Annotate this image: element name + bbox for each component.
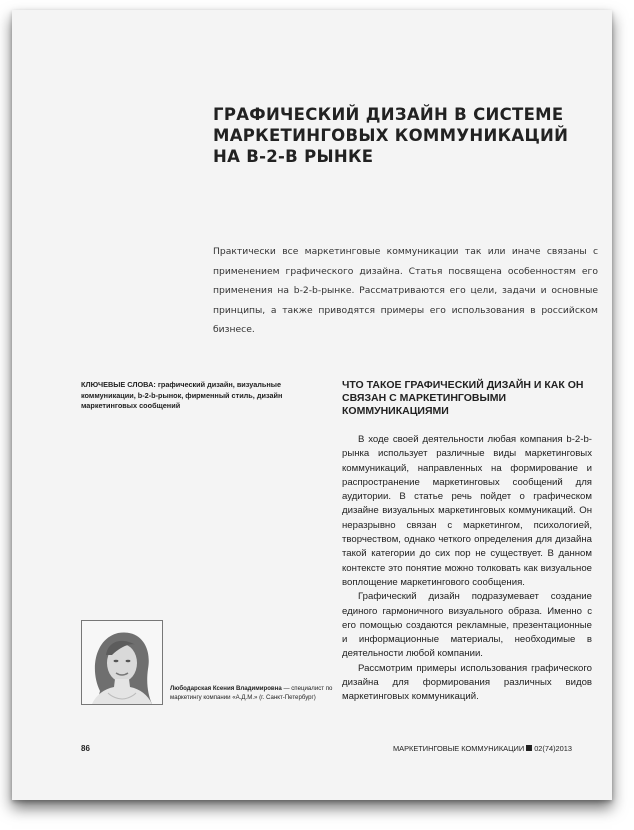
author-name: Любодарская Ксения Владимировна bbox=[170, 685, 282, 692]
body-paragraph: В ходе своей деятельности любая компания b-2-b-рынка использует различные виды маркетинговых коммуникаций, направленных на формирование и распространение маркетинговых сообщений для аудитории. В статье речь пойдет о графическом дизайне визуальных маркетинговых коммуникаций. Он неразрывно связан с маркетингом, психологией, творчеством, однако четкого определения для дизайна такой категории до сих пор не существует. В данном контексте это понятие можно толковать как визуальное воплощение маркетингового сообщения. bbox=[342, 434, 592, 588]
page-number: 86 bbox=[81, 744, 90, 753]
body-paragraph: Графический дизайн подразумевает создание единого гармоничного визуального образа. Именно с его помощью создаются рекламные, презентационные и информационные материалы, необходимые в деятельности любой компании. bbox=[342, 591, 592, 660]
keywords-text: графический дизайн, визуальные коммуникации, b-2-b-рынок, фирменный стиль, дизайн маркетинговых сообщений bbox=[81, 380, 283, 410]
issue-number: 02(74)2013 bbox=[534, 744, 572, 753]
document-page bbox=[12, 10, 612, 800]
author-photo bbox=[81, 620, 163, 705]
article-body bbox=[342, 433, 592, 705]
running-footer bbox=[393, 744, 572, 753]
journal-name: МАРКЕТИНГОВЫЕ КОММУНИКАЦИИ bbox=[393, 744, 525, 753]
author-portrait-image bbox=[82, 621, 162, 704]
author-role: — специалист по маркетингу компании «А.Д.М.» (г. Санкт-Петербург) bbox=[170, 685, 333, 701]
keywords-label: КЛЮЧЕВЫЕ СЛОВА: bbox=[81, 380, 156, 389]
article-title: ГРАФИЧЕСКИЙ ДИЗАЙН В СИСТЕМЕ МАРКЕТИНГОВЫХ КОММУНИКАЦИЙ НА B-2-B РЫНКЕ bbox=[213, 105, 569, 166]
body-paragraph: Рассмотрим примеры использования графического дизайна для формирования различных видов маркетинговых коммуникаций. bbox=[342, 662, 592, 703]
square-separator-icon bbox=[526, 745, 532, 751]
keywords-block bbox=[81, 380, 326, 412]
section-heading: ЧТО ТАКОЕ ГРАФИЧЕСКИЙ ДИЗАЙН И КАК ОН СВЯЗАН С МАРКЕТИНГОВЫМИ КОММУНИКАЦИЯМИ bbox=[342, 379, 584, 417]
author-caption bbox=[170, 684, 335, 702]
article-abstract: Практически все маркетинговые коммуникации так или иначе связаны с применением графического дизайна. Статья посвящена особенностям его применения на b-2-b-рынке. Рассматриваются его цели, задачи и основные принципы, а также приводятся примеры его использования в российском бизнесе. bbox=[213, 246, 598, 335]
